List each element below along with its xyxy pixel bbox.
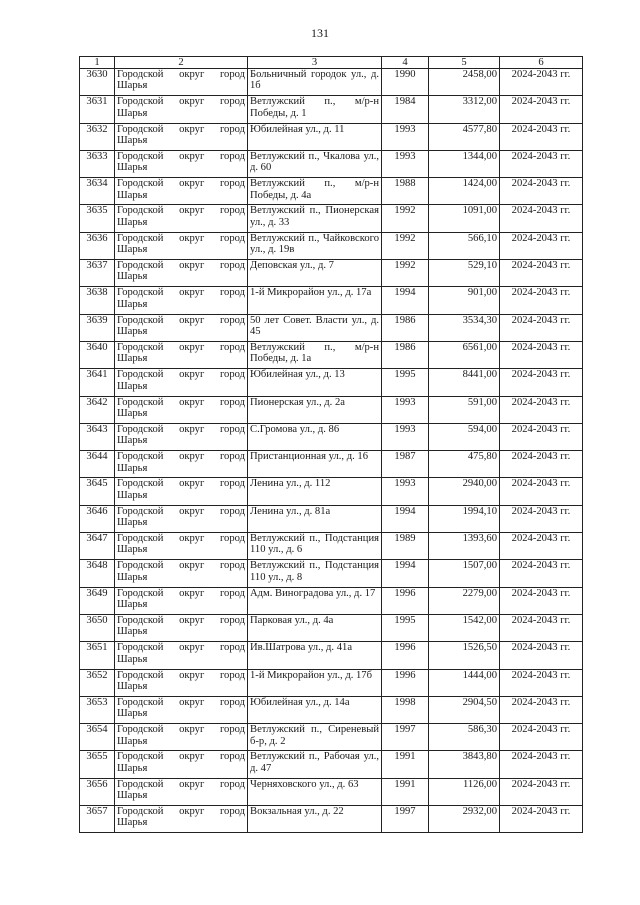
address-cell: Ветлужский п., Подстанция 110 ул., д. 6 (248, 533, 382, 560)
locality-cell: Городской округ город Шарья (115, 587, 248, 614)
year-cell: 1994 (382, 287, 429, 314)
address-cell: Ленина ул., д. 81а (248, 505, 382, 532)
period-cell: 2024-2043 гг. (500, 369, 583, 396)
address-cell: Ленина ул., д. 112 (248, 478, 382, 505)
locality-cell: Городской округ город Шарья (115, 396, 248, 423)
year-cell: 1990 (382, 69, 429, 96)
table-row (80, 423, 583, 450)
row-number-cell: 3654 (80, 724, 115, 751)
locality-cell: Городской округ город Шарья (115, 478, 248, 505)
address-cell: Парковая ул., д. 4а (248, 614, 382, 641)
table-row (80, 478, 583, 505)
table-row (80, 806, 583, 833)
area-cell: 586,30 (429, 724, 500, 751)
locality-cell: Городской округ город Шарья (115, 505, 248, 532)
row-number-cell: 3656 (80, 778, 115, 805)
address-cell: Деповская ул., д. 7 (248, 260, 382, 287)
year-cell: 1988 (382, 178, 429, 205)
table-row (80, 205, 583, 232)
row-number-cell: 3633 (80, 150, 115, 177)
locality-cell: Городской округ город Шарья (115, 696, 248, 723)
row-number-cell: 3641 (80, 369, 115, 396)
row-number-cell: 3650 (80, 614, 115, 641)
area-cell: 2940,00 (429, 478, 500, 505)
column-header-1: 1 (80, 57, 115, 69)
address-cell: 1-й Микрорайон ул., д. 17б (248, 669, 382, 696)
period-cell: 2024-2043 гг. (500, 232, 583, 259)
locality-cell: Городской округ город Шарья (115, 369, 248, 396)
address-cell: Юбилейная ул., д. 14а (248, 696, 382, 723)
row-number-cell: 3635 (80, 205, 115, 232)
area-cell: 475,80 (429, 451, 500, 478)
locality-cell: Городской округ город Шарья (115, 751, 248, 778)
address-cell: Ветлужский п., Чкалова ул., д. 60 (248, 150, 382, 177)
period-cell: 2024-2043 гг. (500, 123, 583, 150)
address-cell: 50 лет Совет. Власти ул., д. 45 (248, 314, 382, 341)
area-cell: 1444,00 (429, 669, 500, 696)
locality-cell: Городской округ город Шарья (115, 724, 248, 751)
row-number-cell: 3647 (80, 533, 115, 560)
year-cell: 1991 (382, 778, 429, 805)
year-cell: 1984 (382, 96, 429, 123)
row-number-cell: 3630 (80, 69, 115, 96)
row-number-cell: 3638 (80, 287, 115, 314)
period-cell: 2024-2043 гг. (500, 451, 583, 478)
address-cell: Ветлужский п., Рабочая ул., д. 47 (248, 751, 382, 778)
table-row (80, 123, 583, 150)
area-cell: 1424,00 (429, 178, 500, 205)
period-cell: 2024-2043 гг. (500, 205, 583, 232)
row-number-cell: 3649 (80, 587, 115, 614)
locality-cell: Городской округ город Шарья (115, 232, 248, 259)
row-number-cell: 3639 (80, 314, 115, 341)
locality-cell: Городской округ город Шарья (115, 669, 248, 696)
table-row (80, 724, 583, 751)
address-cell: Ветлужский п., Чайковского ул., д. 19в (248, 232, 382, 259)
locality-cell: Городской округ город Шарья (115, 778, 248, 805)
area-cell: 1507,00 (429, 560, 500, 587)
row-number-cell: 3651 (80, 642, 115, 669)
column-header-5: 5 (429, 57, 500, 69)
year-cell: 1995 (382, 369, 429, 396)
area-cell: 1994,10 (429, 505, 500, 532)
year-cell: 1986 (382, 341, 429, 368)
period-cell: 2024-2043 гг. (500, 587, 583, 614)
table-row (80, 560, 583, 587)
address-cell: Ветлужский п., Сиреневый б-р, д. 2 (248, 724, 382, 751)
row-number-cell: 3644 (80, 451, 115, 478)
area-cell: 2932,00 (429, 806, 500, 833)
year-cell: 1997 (382, 724, 429, 751)
table-row (80, 696, 583, 723)
area-cell: 8441,00 (429, 369, 500, 396)
year-cell: 1998 (382, 696, 429, 723)
period-cell: 2024-2043 гг. (500, 478, 583, 505)
address-cell: Ветлужский п., м/р-н Победы, д. 4а (248, 178, 382, 205)
address-cell: Ветлужский п., м/р-н Победы, д. 1а (248, 341, 382, 368)
row-number-cell: 3653 (80, 696, 115, 723)
header-row (80, 57, 583, 69)
housing-register-table (79, 56, 583, 833)
locality-cell: Городской округ город Шарья (115, 806, 248, 833)
period-cell: 2024-2043 гг. (500, 751, 583, 778)
table-row (80, 287, 583, 314)
table-row (80, 150, 583, 177)
year-cell: 1997 (382, 806, 429, 833)
row-number-cell: 3657 (80, 806, 115, 833)
page-number: 131 (311, 26, 329, 40)
address-cell: Юбилейная ул., д. 13 (248, 369, 382, 396)
table-row (80, 69, 583, 96)
address-cell: Ветлужский п., м/р-н Победы, д. 1 (248, 96, 382, 123)
address-cell: Юбилейная ул., д. 11 (248, 123, 382, 150)
area-cell: 594,00 (429, 423, 500, 450)
column-header-2: 2 (115, 57, 248, 69)
year-cell: 1994 (382, 560, 429, 587)
table-row (80, 96, 583, 123)
locality-cell: Городской округ город Шарья (115, 178, 248, 205)
locality-cell: Городской округ город Шарья (115, 287, 248, 314)
period-cell: 2024-2043 гг. (500, 69, 583, 96)
column-header-3: 3 (248, 57, 382, 69)
year-cell: 1992 (382, 260, 429, 287)
year-cell: 1994 (382, 505, 429, 532)
year-cell: 1993 (382, 123, 429, 150)
area-cell: 529,10 (429, 260, 500, 287)
area-cell: 1393,60 (429, 533, 500, 560)
area-cell: 591,00 (429, 396, 500, 423)
period-cell: 2024-2043 гг. (500, 642, 583, 669)
locality-cell: Городской округ город Шарья (115, 642, 248, 669)
year-cell: 1992 (382, 232, 429, 259)
row-number-cell: 3634 (80, 178, 115, 205)
period-cell: 2024-2043 гг. (500, 396, 583, 423)
address-cell: Черняховского ул., д. 63 (248, 778, 382, 805)
area-cell: 2279,00 (429, 587, 500, 614)
period-cell: 2024-2043 гг. (500, 423, 583, 450)
area-cell: 1091,00 (429, 205, 500, 232)
period-cell: 2024-2043 гг. (500, 260, 583, 287)
period-cell: 2024-2043 гг. (500, 806, 583, 833)
table-row (80, 260, 583, 287)
locality-cell: Городской округ город Шарья (115, 423, 248, 450)
row-number-cell: 3631 (80, 96, 115, 123)
area-cell: 2458,00 (429, 69, 500, 96)
table-row (80, 396, 583, 423)
period-cell: 2024-2043 гг. (500, 560, 583, 587)
table-row (80, 642, 583, 669)
year-cell: 1989 (382, 533, 429, 560)
address-cell: Ветлужский п., Подстанция 110 ул., д. 8 (248, 560, 382, 587)
table-row (80, 341, 583, 368)
area-cell: 1344,00 (429, 150, 500, 177)
area-cell: 3843,80 (429, 751, 500, 778)
period-cell: 2024-2043 гг. (500, 614, 583, 641)
period-cell: 2024-2043 гг. (500, 287, 583, 314)
area-cell: 3312,00 (429, 96, 500, 123)
area-cell: 1126,00 (429, 778, 500, 805)
area-cell: 1526,50 (429, 642, 500, 669)
period-cell: 2024-2043 гг. (500, 778, 583, 805)
address-cell: Пионерская ул., д. 2а (248, 396, 382, 423)
year-cell: 1987 (382, 451, 429, 478)
locality-cell: Городской округ город Шарья (115, 260, 248, 287)
year-cell: 1996 (382, 642, 429, 669)
year-cell: 1993 (382, 396, 429, 423)
row-number-cell: 3632 (80, 123, 115, 150)
period-cell: 2024-2043 гг. (500, 178, 583, 205)
area-cell: 6561,00 (429, 341, 500, 368)
locality-cell: Городской округ город Шарья (115, 533, 248, 560)
address-cell: С.Громова ул., д. 86 (248, 423, 382, 450)
locality-cell: Городской округ город Шарья (115, 205, 248, 232)
table-row (80, 669, 583, 696)
table-row (80, 178, 583, 205)
table-row (80, 751, 583, 778)
address-cell: Ив.Шатрова ул., д. 41а (248, 642, 382, 669)
area-cell: 1542,00 (429, 614, 500, 641)
column-header-6: 6 (500, 57, 583, 69)
table-row (80, 369, 583, 396)
row-number-cell: 3645 (80, 478, 115, 505)
locality-cell: Городской округ город Шарья (115, 614, 248, 641)
area-cell: 3534,30 (429, 314, 500, 341)
address-cell: Пристанционная ул., д. 16 (248, 451, 382, 478)
column-header-4: 4 (382, 57, 429, 69)
row-number-cell: 3655 (80, 751, 115, 778)
locality-cell: Городской округ город Шарья (115, 451, 248, 478)
row-number-cell: 3640 (80, 341, 115, 368)
period-cell: 2024-2043 гг. (500, 533, 583, 560)
address-cell: Адм. Виноградова ул., д. 17 (248, 587, 382, 614)
locality-cell: Городской округ город Шарья (115, 314, 248, 341)
period-cell: 2024-2043 гг. (500, 150, 583, 177)
table-row (80, 505, 583, 532)
area-cell: 566,10 (429, 232, 500, 259)
table-row (80, 533, 583, 560)
area-cell: 901,00 (429, 287, 500, 314)
row-number-cell: 3636 (80, 232, 115, 259)
row-number-cell: 3642 (80, 396, 115, 423)
period-cell: 2024-2043 гг. (500, 96, 583, 123)
year-cell: 1993 (382, 478, 429, 505)
year-cell: 1986 (382, 314, 429, 341)
locality-cell: Городской округ город Шарья (115, 69, 248, 96)
year-cell: 1996 (382, 669, 429, 696)
period-cell: 2024-2043 гг. (500, 505, 583, 532)
locality-cell: Городской округ город Шарья (115, 96, 248, 123)
year-cell: 1991 (382, 751, 429, 778)
locality-cell: Городской округ город Шарья (115, 560, 248, 587)
row-number-cell: 3648 (80, 560, 115, 587)
period-cell: 2024-2043 гг. (500, 696, 583, 723)
row-number-cell: 3637 (80, 260, 115, 287)
year-cell: 1995 (382, 614, 429, 641)
table-row (80, 314, 583, 341)
row-number-cell: 3646 (80, 505, 115, 532)
year-cell: 1996 (382, 587, 429, 614)
period-cell: 2024-2043 гг. (500, 724, 583, 751)
period-cell: 2024-2043 гг. (500, 669, 583, 696)
period-cell: 2024-2043 гг. (500, 341, 583, 368)
area-cell: 4577,80 (429, 123, 500, 150)
address-cell: Вокзальная ул., д. 22 (248, 806, 382, 833)
locality-cell: Городской округ город Шарья (115, 341, 248, 368)
table-row (80, 451, 583, 478)
locality-cell: Городской округ город Шарья (115, 123, 248, 150)
year-cell: 1993 (382, 423, 429, 450)
year-cell: 1993 (382, 150, 429, 177)
address-cell: Ветлужский п., Пионерская ул., д. 33 (248, 205, 382, 232)
table-row (80, 587, 583, 614)
year-cell: 1992 (382, 205, 429, 232)
area-cell: 2904,50 (429, 696, 500, 723)
table-row (80, 778, 583, 805)
locality-cell: Городской округ город Шарья (115, 150, 248, 177)
table-row (80, 614, 583, 641)
address-cell: Больничный городок ул., д. 1б (248, 69, 382, 96)
row-number-cell: 3652 (80, 669, 115, 696)
address-cell: 1-й Микрорайон ул., д. 17а (248, 287, 382, 314)
table-row (80, 232, 583, 259)
period-cell: 2024-2043 гг. (500, 314, 583, 341)
row-number-cell: 3643 (80, 423, 115, 450)
